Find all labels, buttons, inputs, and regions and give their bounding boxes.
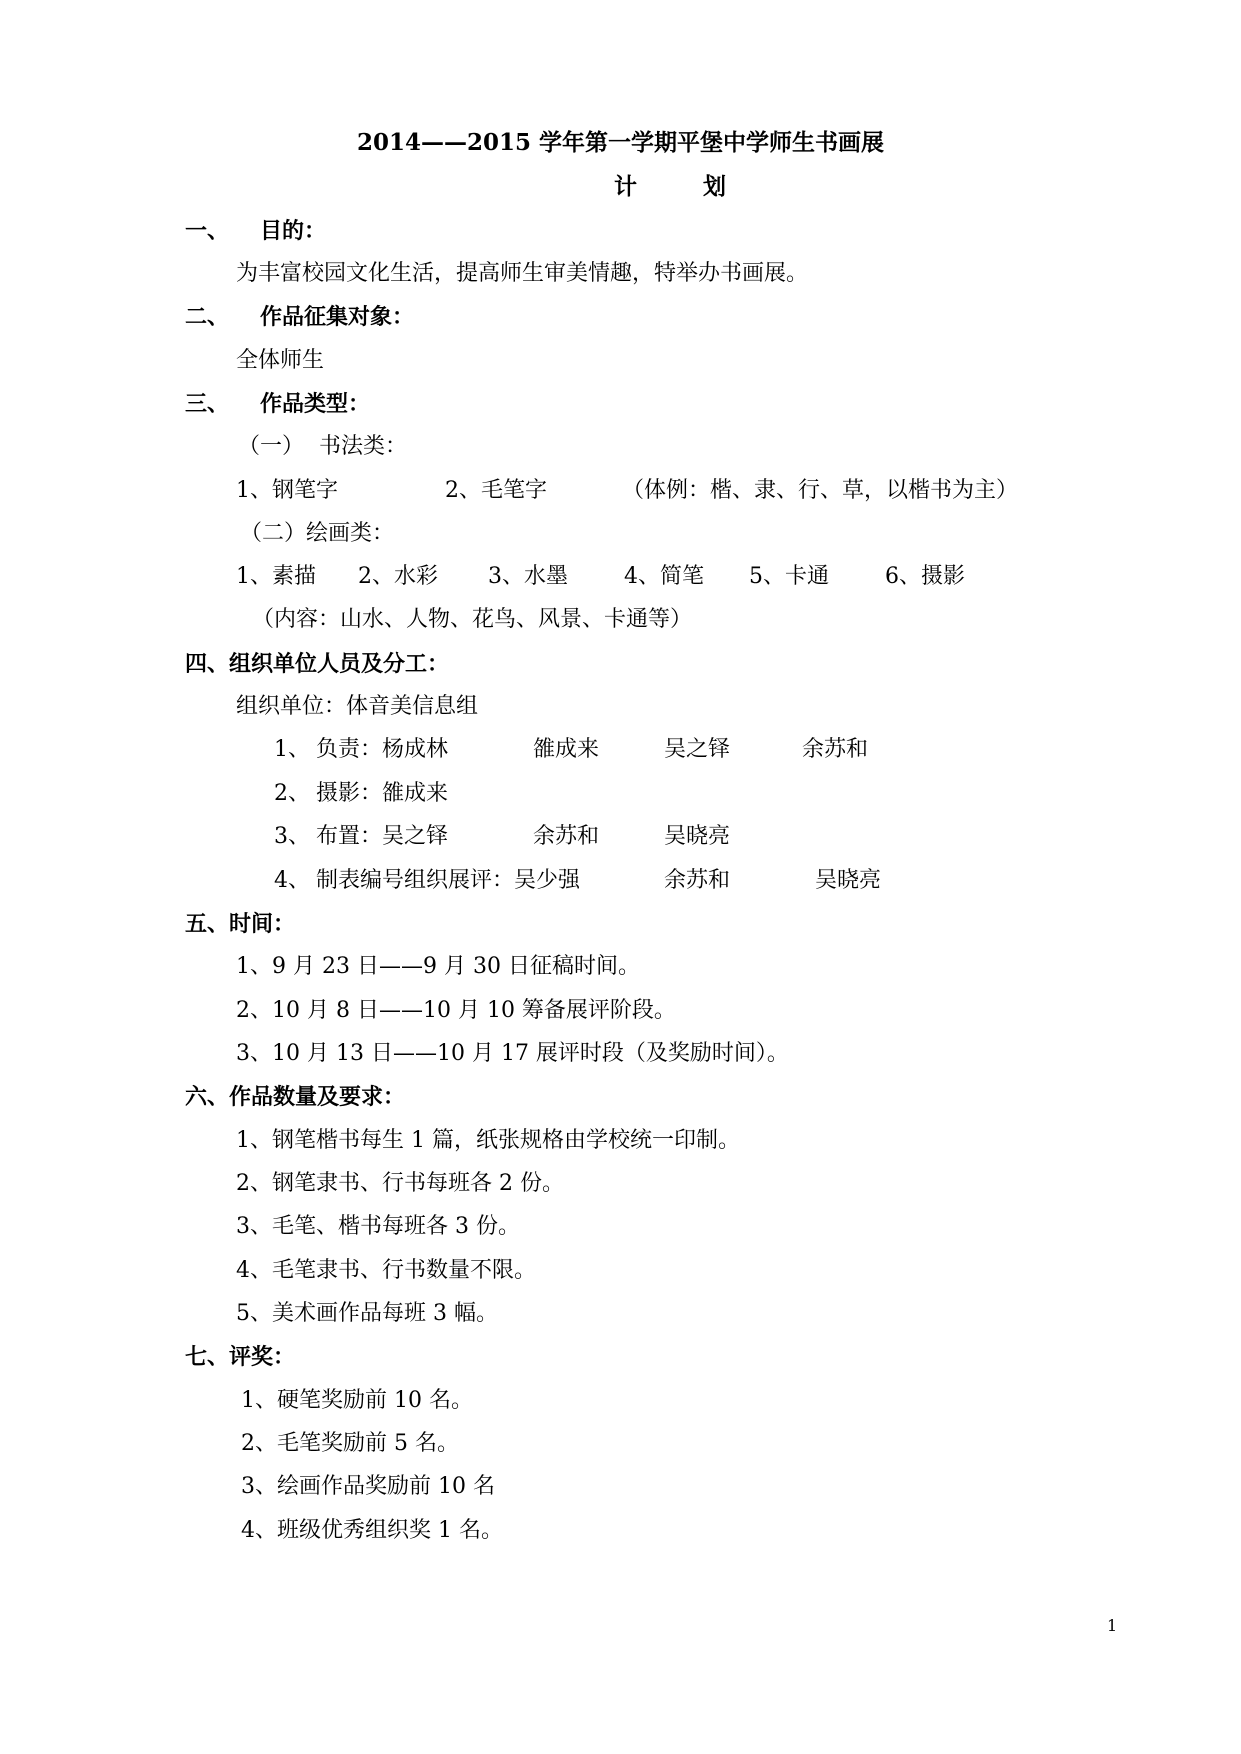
calligraphy-item-1: 1、钢笔字 — [236, 478, 338, 503]
schedule-item: 3、10 月 13 日——10 月 17 展评时段（及奖励时间）。 — [236, 1041, 789, 1066]
calligraphy-label: （一） — [238, 434, 305, 459]
role-4-label: 制表编号组织展评：吴少强 — [316, 868, 581, 893]
requirement-item: 5、美术画作品每班 3 幅。 — [236, 1301, 498, 1326]
painting-content-note: （内容：山水、人物、花鸟、风景、卡通等） — [252, 607, 693, 632]
section-6-title: 六、作品数量及要求： — [185, 1084, 406, 1110]
section-2-title: 作品征集对象： — [260, 304, 415, 330]
painting-item: 5、卡通 — [749, 564, 829, 589]
role-4-number: 4、 — [274, 868, 310, 893]
calligraphy-item-2: 2、毛笔字 — [445, 478, 547, 503]
painting-item: 2、水彩 — [358, 564, 438, 589]
calligraphy-style-note: （体例：楷、隶、行、草，以楷书为主） — [622, 478, 1019, 503]
role-1-number: 1、 — [274, 737, 310, 762]
organizing-unit: 组织单位：体音美信息组 — [236, 694, 479, 719]
award-item: 1、硬笔奖励前 10 名。 — [241, 1388, 473, 1413]
role-4-name: 余苏和 — [664, 868, 731, 893]
role-4-name: 吴晓亮 — [815, 868, 882, 893]
role-1-name: 雒成来 — [533, 737, 600, 762]
section-2-number: 二、 — [185, 304, 230, 330]
section-3-title: 作品类型： — [260, 391, 371, 417]
role-2-number: 2、 — [274, 781, 310, 806]
schedule-item: 2、10 月 8 日——10 月 10 筹备展评阶段。 — [236, 998, 676, 1023]
section-4-title: 四、组织单位人员及分工： — [185, 651, 450, 677]
schedule-item: 1、9 月 23 日——9 月 30 日征稿时间。 — [236, 954, 640, 979]
painting-item: 3、水墨 — [488, 564, 568, 589]
painting-item: 1、素描 — [236, 564, 316, 589]
role-3-label: 布置：吴之铎 — [316, 824, 449, 849]
requirement-item: 3、毛笔、楷书每班各 3 份。 — [236, 1214, 520, 1239]
role-3-number: 3、 — [274, 824, 310, 849]
section-7-title: 七、评奖： — [185, 1344, 296, 1370]
requirement-item: 4、毛笔隶书、行书数量不限。 — [236, 1258, 536, 1283]
page-number: 1 — [1107, 1616, 1118, 1635]
painting-title: （二）绘画类： — [240, 521, 395, 546]
subtitle-char-2: 划 — [703, 173, 728, 200]
award-item: 3、绘画作品奖励前 10 名 — [241, 1474, 495, 1499]
document-title: 2014——2015 学年第一学期平堡中学师生书画展 — [356, 129, 885, 156]
section-1-body: 为丰富校园文化生活，提高师生审美情趣，特举办书画展。 — [236, 261, 809, 286]
painting-item: 4、简笔 — [624, 564, 704, 589]
section-1-title: 目的： — [260, 218, 327, 244]
role-1-name: 吴之铎 — [664, 737, 731, 762]
section-2-body: 全体师生 — [236, 348, 325, 373]
calligraphy-title: 书法类： — [319, 434, 408, 459]
section-3-number: 三、 — [185, 391, 230, 417]
role-3-name: 吴晓亮 — [664, 824, 731, 849]
role-1-name: 余苏和 — [802, 737, 869, 762]
role-1-label: 负责：杨成林 — [316, 737, 449, 762]
role-2-label: 摄影：雒成来 — [316, 781, 449, 806]
section-5-title: 五、时间： — [185, 911, 296, 937]
subtitle-char-1: 计 — [614, 173, 639, 200]
award-item: 4、班级优秀组织奖 1 名。 — [241, 1518, 503, 1543]
requirement-item: 1、钢笔楷书每生 1 篇，纸张规格由学校统一印制。 — [236, 1128, 740, 1153]
requirement-item: 2、钢笔隶书、行书每班各 2 份。 — [236, 1171, 564, 1196]
painting-item: 6、摄影 — [885, 564, 965, 589]
role-3-name: 余苏和 — [533, 824, 600, 849]
section-1-number: 一、 — [185, 218, 230, 244]
award-item: 2、毛笔奖励前 5 名。 — [241, 1431, 459, 1456]
